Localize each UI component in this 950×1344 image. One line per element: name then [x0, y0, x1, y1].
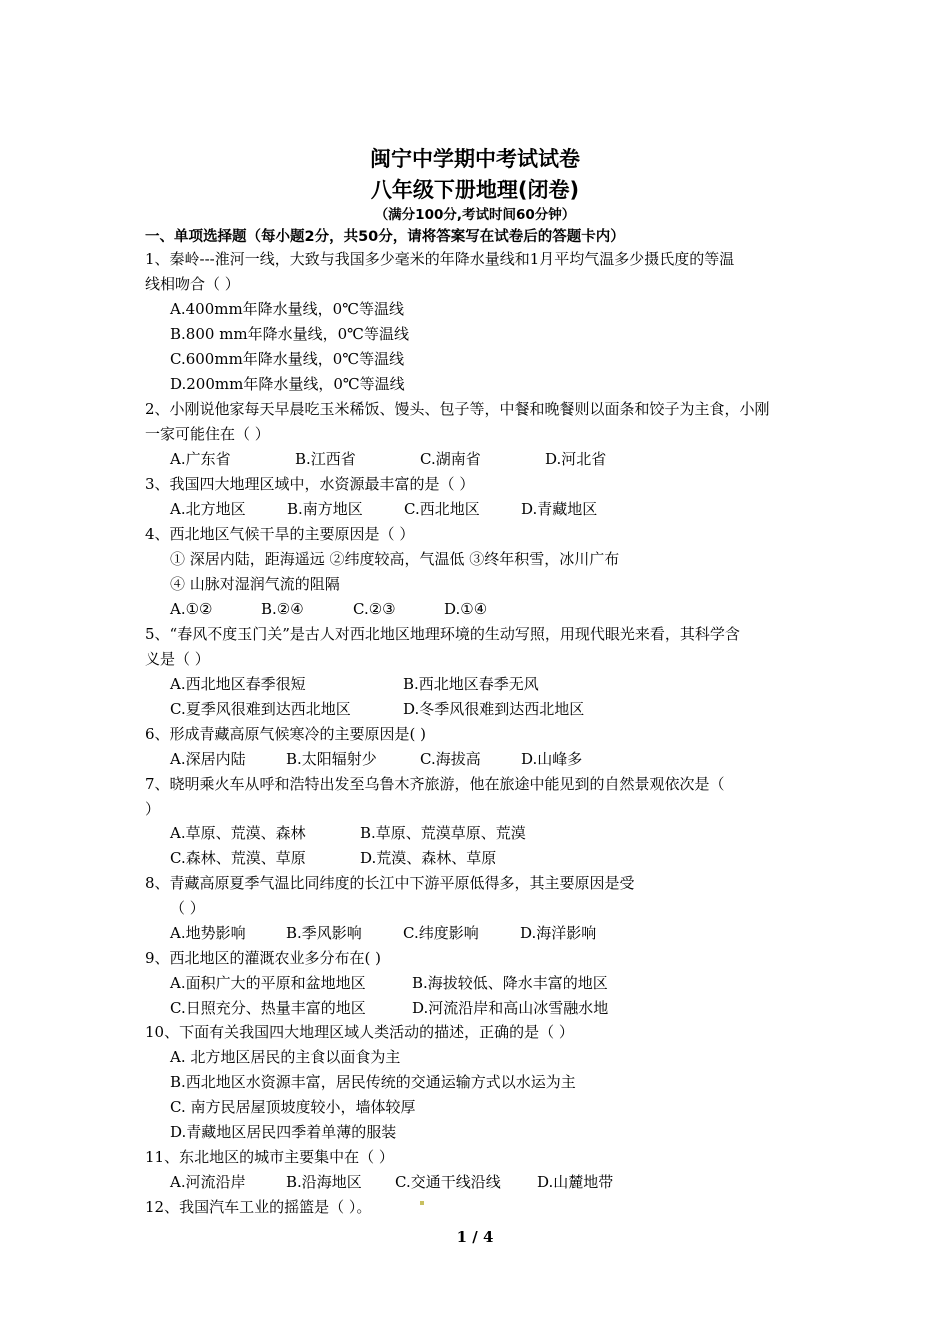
question-11-option-d: D.山麓地带 [537, 1173, 614, 1191]
question-8-option-b: B.季风影响 [286, 924, 362, 942]
question-9-option-a: A.面积广大的平原和盆地地区 [170, 974, 366, 992]
question-7-option-b: B.草原、荒漠草原、荒漠 [360, 824, 526, 842]
question-2-stem: 2、小刚说他家每天早晨吃玉米稀饭、馒头、包子等，中餐和晚餐则以面条和饺子为主食，小刚 [145, 400, 770, 418]
question-7-stem: 7、晓明乘火车从呼和浩特出发至乌鲁木齐旅游，他在旅途中能见到的自然景观依次是（ [145, 775, 725, 793]
question-11-option-a: A.河流沿岸 [170, 1173, 246, 1191]
question-7-stem-cont: ） [145, 800, 161, 818]
question-6-stem: 6、形成青藏高原气候寒冷的主要原因是( ) [145, 725, 427, 743]
question-5-option-a: A.西北地区春季很短 [170, 675, 306, 693]
question-11-stem: 11、东北地区的城市主要集中在（ ） [145, 1148, 394, 1166]
question-1-option-a: A.400mm年降水量线，0℃等温线 [170, 300, 405, 318]
question-4-option-c: C.②③ [353, 600, 396, 618]
question-5-option-d: D.冬季风很难到达西北地区 [403, 700, 585, 718]
question-4-stem: 4、西北地区气候干旱的主要原因是（ ） [145, 525, 415, 543]
question-1-option-d: D.200mm年降水量线，0℃等温线 [170, 375, 405, 393]
question-10-option-a: A. 北方地区居民的主食以面食为主 [170, 1048, 401, 1066]
question-9-option-d: D.河流沿岸和高山冰雪融水地 [412, 999, 609, 1017]
question-6-option-c: C.海拔高 [420, 750, 481, 768]
question-4-reason-line-1: ① 深居内陆，距海遥远 ②纬度较高，气温低 ③终年积雪，冰川广布 [170, 550, 620, 568]
question-7-option-c: C.森林、荒漠、草原 [170, 849, 306, 867]
question-2-option-a: A.广东省 [170, 450, 231, 468]
page-number: 1 / 4 [456, 1228, 494, 1246]
question-6-option-d: D.山峰多 [521, 750, 583, 768]
question-9-option-b: B.海拔较低、降水丰富的地区 [412, 974, 608, 992]
subject-title: 八年级下册地理(闭卷) [370, 178, 580, 202]
question-8-option-c: C.纬度影响 [403, 924, 479, 942]
question-1-stem-cont: 线相吻合（ ） [145, 275, 240, 293]
question-11-option-c: C.交通干线沿线 [395, 1173, 501, 1191]
question-8-option-a: A.地势影响 [170, 924, 246, 942]
question-8-stem-cont: （ ） [170, 899, 205, 917]
question-11-option-b: B.沿海地区 [286, 1173, 362, 1191]
question-3-option-b: B.南方地区 [287, 500, 363, 518]
question-7-option-a: A.草原、荒漠、森林 [170, 824, 306, 842]
question-4-option-a: A.①② [170, 600, 213, 618]
question-3-option-a: A.北方地区 [170, 500, 246, 518]
question-9-option-c: C.日照充分、热量丰富的地区 [170, 999, 366, 1017]
question-2-option-d: D.河北省 [545, 450, 607, 468]
section-heading: 一、单项选择题（每小题2分，共50分，请将答案写在试卷后的答题卡内） [145, 229, 625, 245]
question-9-stem: 9、西北地区的灌溉农业多分布在( ) [145, 949, 382, 967]
question-5-stem-cont: 义是（ ） [145, 650, 210, 668]
question-6-option-a: A.深居内陆 [170, 750, 246, 768]
question-3-option-c: C.西北地区 [404, 500, 480, 518]
question-2-option-b: B.江西省 [295, 450, 356, 468]
question-5-option-b: B.西北地区春季无风 [403, 675, 539, 693]
question-2-option-c: C.湖南省 [420, 450, 481, 468]
cursor-mark [420, 1201, 424, 1205]
question-7-option-d: D.荒漠、森林、草原 [360, 849, 497, 867]
question-1-option-b: B.800 mm年降水量线，0℃等温线 [170, 325, 409, 343]
question-5-option-c: C.夏季风很难到达西北地区 [170, 700, 351, 718]
question-5-stem: 5、“春风不度玉门关”是古人对西北地区地理环境的生动写照，用现代眼光来看，其科学含 [145, 625, 740, 643]
question-3-stem: 3、我国四大地理区域中，水资源最丰富的是（ ） [145, 475, 475, 493]
question-8-stem: 8、青藏高原夏季气温比同纬度的长江中下游平原低得多，其主要原因是受 [145, 874, 635, 892]
question-10-option-c: C. 南方民居屋顶坡度较小，墙体较厚 [170, 1098, 416, 1116]
question-10-option-b: B.西北地区水资源丰富，居民传统的交通运输方式以水运为主 [170, 1073, 576, 1091]
question-12-stem: 12、我国汽车工业的摇篮是（ ）。 [145, 1198, 372, 1216]
question-4-option-d: D.①④ [444, 600, 488, 618]
question-10-stem: 10、下面有关我国四大地理区域人类活动的描述，正确的是（ ） [145, 1023, 574, 1041]
question-2-stem-cont: 一家可能住在（ ） [145, 425, 270, 443]
question-3-option-d: D.青藏地区 [521, 500, 598, 518]
school-title: 闽宁中学期中考试试卷 [370, 147, 580, 171]
question-1-option-c: C.600mm年降水量线，0℃等温线 [170, 350, 405, 368]
question-1-stem: 1、秦岭---淮河一线，大致与我国多少毫米的年降水量线和1月平均气温多少摄氏度的等温 [145, 250, 735, 268]
question-4-reason-line-2: ④ 山脉对湿润气流的阻隔 [170, 575, 340, 593]
question-10-option-d: D.青藏地区居民四季着单薄的服装 [170, 1123, 397, 1141]
question-8-option-d: D.海洋影响 [520, 924, 597, 942]
question-6-option-b: B.太阳辐射少 [286, 750, 377, 768]
question-4-option-b: B.②④ [261, 600, 304, 618]
exam-info: （满分100分,考试时间60分钟） [374, 207, 576, 223]
